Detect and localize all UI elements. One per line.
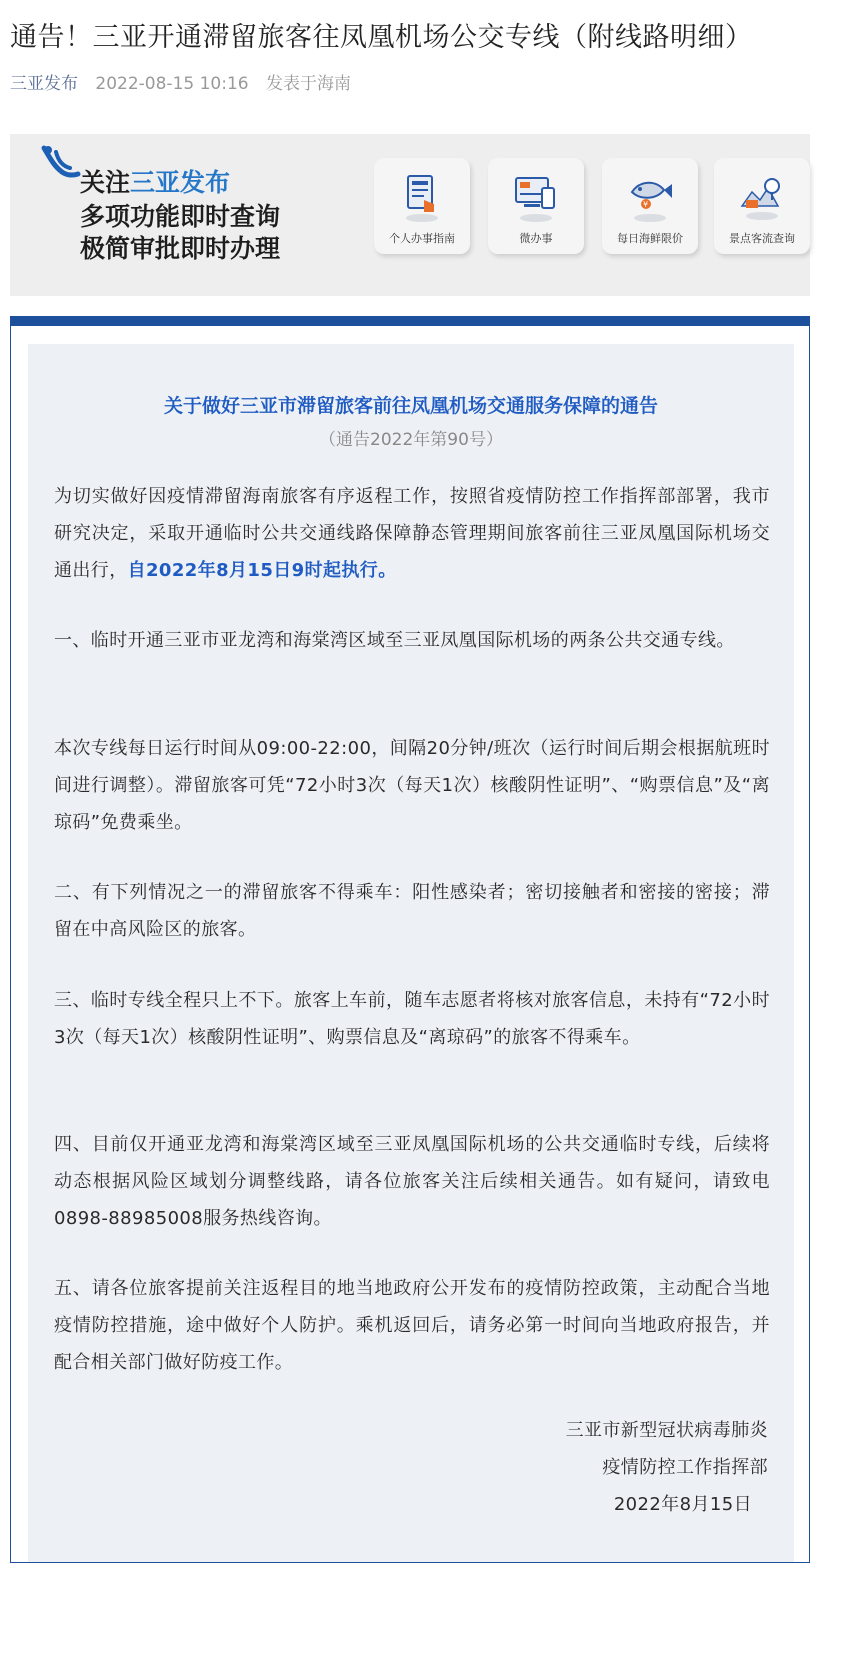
notice-item-4: 四、目前仅开通亚龙湾和海棠湾区域至三亚凤凰国际机场的公共交通临时专线，后续将动态根据风险区域划分调整线路，请各位旅客关注后续相关通告。如有疑问，请致电0898-88985008服务热线咨询。 <box>54 1134 770 1229</box>
tile-scenic-flow <box>714 158 810 254</box>
intro-text: 为切实做好因疫情滞留海南旅客有序返程工作，按照省疫情防控工作指挥部部署，我市研究决定，采取开通临时公共交通线路保障静态管理期间旅客前往三亚凤凰国际机场交通出行， <box>54 486 770 581</box>
fish-price-icon <box>626 170 674 226</box>
notice-item-1: 一、临时开通三亚市亚龙湾和海棠湾区域至三亚凤凰国际机场的两条公共交通专线。 <box>54 630 735 651</box>
account-name-link[interactable]: 三亚发布 <box>10 74 78 94</box>
follow-banner-image <box>10 134 810 296</box>
notice-item-3: 三、临时专线全程只上不下。旅客上车前，随车志愿者将核对旅客信息，未持有“72小时3次（每天1次）核酸阴性证明”、购票信息及“离琼码”的旅客不得乘车。 <box>54 990 770 1048</box>
tile-label: 微办事 <box>519 232 553 245</box>
intro-effective-date: 自2022年8月15日9时起执行。 <box>127 560 397 581</box>
computer-phone-icon <box>512 170 560 226</box>
publish-location: 发表于海南 <box>266 74 352 94</box>
svg-text:¥: ¥ <box>643 200 649 209</box>
notice-top-bar <box>11 316 809 326</box>
banner-follow-text: 关注 <box>80 168 131 197</box>
tile-label: 每日海鲜限价 <box>617 232 683 245</box>
publish-time: 2022-08-15 10:16 <box>95 74 249 94</box>
scenic-location-icon <box>738 170 786 226</box>
notice-title: 关于做好三亚市滞留旅客前往凤凰机场交通服务保障的通告 <box>163 395 658 417</box>
tile-label: 景点客流查询 <box>729 232 795 245</box>
sanya-logo-icon <box>40 144 84 184</box>
article-meta <box>10 72 351 96</box>
article-title: 通告！三亚开通滞留旅客往凤凰机场公交专线（附线路明细） <box>10 22 753 53</box>
notice-item-5: 五、请各位旅客提前关注返程目的地当地政府公开发布的疫情防控政策，主动配合当地疫情防控措施，途中做好个人防护。乘机返回后，请务必第一时间向当地政府报告，并配合相关部门做好防疫工作。 <box>54 1278 770 1373</box>
tile-label: 个人办事指南 <box>389 232 455 245</box>
notice-intro <box>54 478 770 589</box>
notice-item-2: 二、有下列情况之一的滞留旅客不得乘车：阳性感染者；密切接触者和密接的密接；滞留在中高风险区的旅客。 <box>54 882 770 940</box>
notice-body <box>28 344 794 1562</box>
document-hand-icon <box>398 170 446 226</box>
signature-date: 2022年8月15日 <box>613 1494 752 1515</box>
notice-card <box>10 316 810 1563</box>
notice-number: （通告2022年第90号） <box>319 430 503 450</box>
notice-item-1-detail: 本次专线每日运行时间从09:00-22:00，间隔20分钟/班次（运行时间后期会根据航班时间进行调整）。滞留旅客可凭“72小时3次（每天1次）核酸阴性证明”、“购票信息”及“离琼码”免费乘坐。 <box>54 738 770 833</box>
banner-account-highlight: 三亚发布 <box>130 168 231 197</box>
signature-org-line2: 疫情防控工作指挥部 <box>602 1457 768 1478</box>
tile-micro-service <box>488 158 584 254</box>
tile-personal-guide <box>374 158 470 254</box>
banner-line-approval: 极简审批即时办理 <box>80 234 281 263</box>
signature-org-line1: 三亚市新型冠状病毒肺炎 <box>565 1420 768 1441</box>
banner-line-follow <box>80 168 230 198</box>
tile-seafood-price <box>602 158 698 254</box>
banner-line-query: 多项功能即时查询 <box>80 202 281 231</box>
